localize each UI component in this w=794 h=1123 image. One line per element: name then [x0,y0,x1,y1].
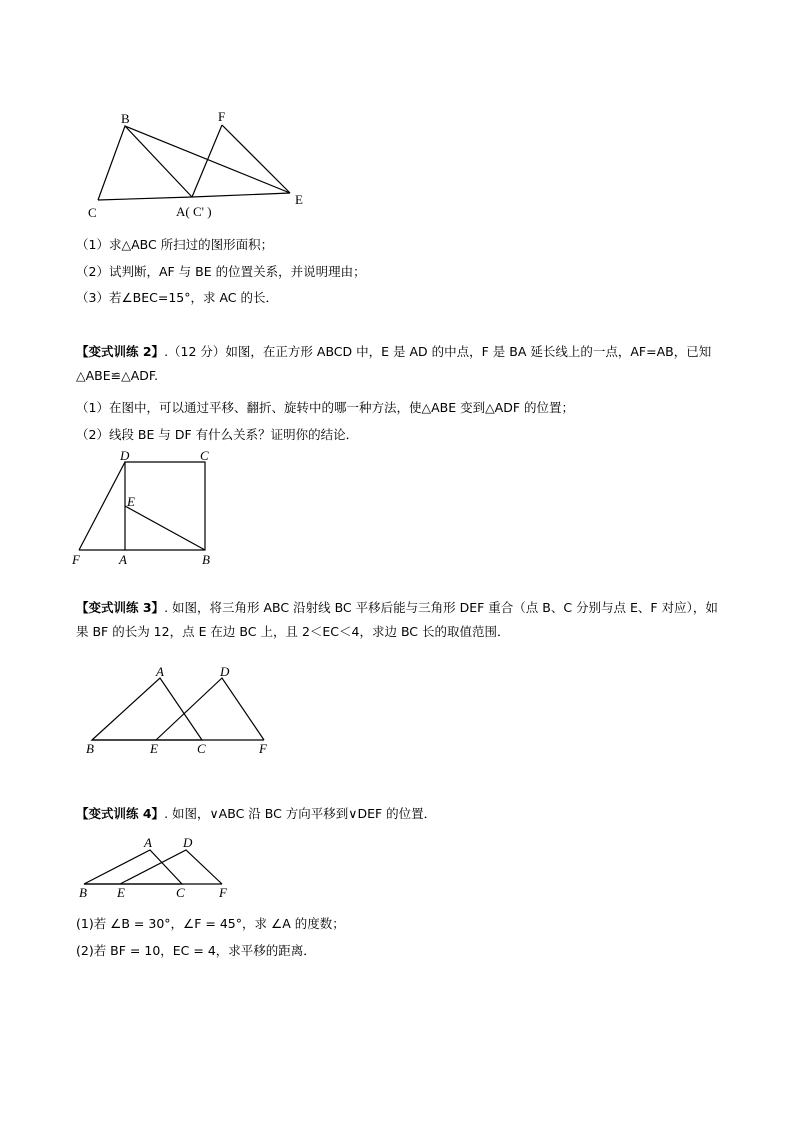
exercise-2-tag: 【变式训练 2】 [76,344,165,359]
exercise-2-question-2: （2）线段 BE 与 DF 有什么关系？证明你的结论． [76,427,359,442]
triangle-def-edges [120,850,222,884]
exercise-4-question-2: (2)若 BF = 10，EC = 4，求平移的距离． [76,943,316,958]
label-a: A [144,835,152,850]
exercise-4-text: . 如图，∨ABC 沿 BC 方向平移到∨DEF 的位置． [164,806,437,821]
label-b: B [86,741,94,756]
question-1-1: （1）求△ABC 所扫过的图形面积； [76,237,274,252]
triangle-abc [84,850,182,884]
label-c-prime: C' [192,204,204,219]
label-f: F [72,552,80,567]
label-c: C [88,205,97,220]
segment-fd [79,462,125,550]
label-c: C [197,741,206,756]
segment-ca [98,197,192,200]
label-e: E [127,494,135,509]
exercise-2-text: .（12 分）如图，在正方形 ABCD 中，E 是 AD 的中点，F 是 BA 延长线上的一点，AF=AB，已知△ABE≌△ADF. [76,344,712,383]
label-a: A [119,552,127,567]
triangle-def-edges [156,678,264,740]
figure-1-triangle-translation [80,105,320,230]
label-a-open: A( C' ) [176,204,212,219]
exercise-3-text: . 如图，将三角形 ABC 沿射线 BC 平移后能与三角形 DEF 重合（点 B、C 分别与点 E、F 对应），如果 BF 的长为 12，点 E 在边 BC 上，且 2＜EC＜4，求边 BC 长的取值范围． [76,600,718,639]
exercise-4-statement [76,806,436,822]
square-abcd [125,462,205,550]
label-c: C [200,448,209,463]
triangle-abc-edges [98,126,192,200]
label-f: F [218,109,226,124]
exercise-2-statement [76,340,726,388]
figure-4-translated-triangles [74,830,244,902]
label-d: D [183,835,193,850]
exercise-4-tag: 【变式训练 4】 [76,806,165,821]
label-e: E [150,741,158,756]
label-d: D [120,448,130,463]
label-b: B [202,552,210,567]
label-f: F [219,885,227,900]
figure-3-translated-triangles [80,660,280,760]
question-1-2: （2）试判断，AF 与 BE 的位置关系，并说明理由； [76,264,366,279]
segment-eb [125,506,205,550]
exercise-2-question-1: （1）在图中，可以通过平移、翻折、旋转中的哪一种方法，使△ABE 变到△ADF 的位置； [76,400,575,415]
figure-2-square-abcd [66,445,226,575]
label-b: B [121,111,130,126]
segment-fe [222,125,290,193]
exercise-3-tag: 【变式训练 3】 [76,600,165,615]
label-b: B [79,885,87,900]
exercise-3-statement [76,596,726,644]
exercise-4-question-1: (1)若 ∠B = 30°，∠F = 45°，求 ∠A 的度数； [76,916,345,931]
segment-af [192,125,222,197]
label-d: D [220,664,230,679]
segment-ae [192,193,290,197]
label-e: E [295,192,303,207]
question-1-3: （3）若∠BEC=15°，求 AC 的长． [76,290,278,305]
label-f: F [259,741,267,756]
triangle-abc [92,678,202,740]
label-c: C [176,885,185,900]
label-a: A [156,664,164,679]
label-e: E [117,885,125,900]
